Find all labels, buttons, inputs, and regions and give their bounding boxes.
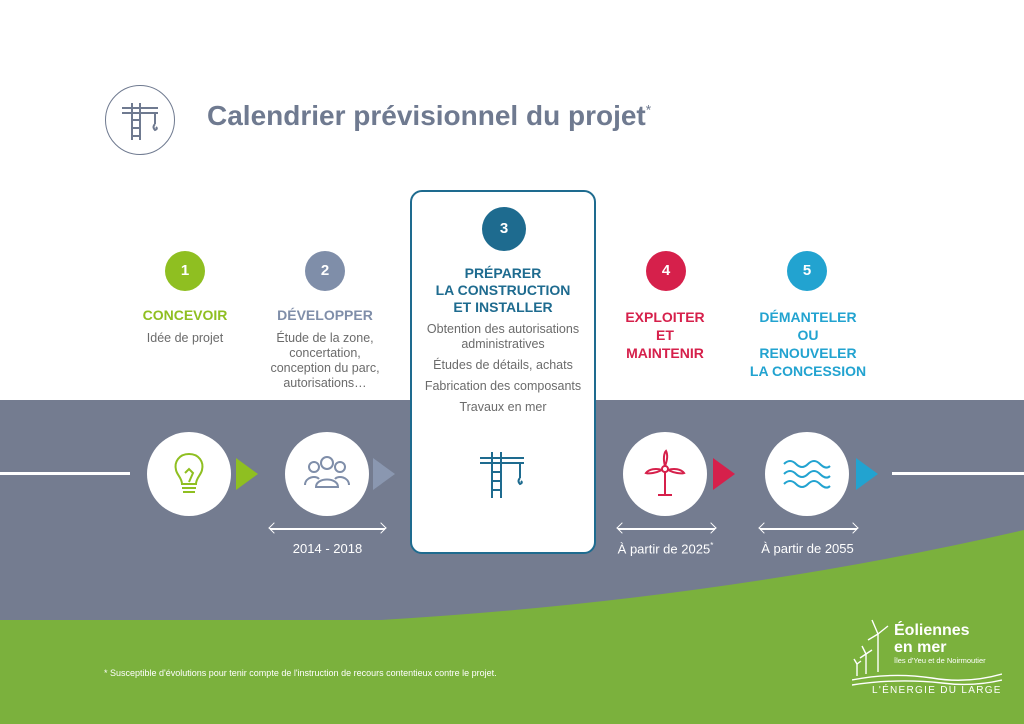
step-5-title: DÉMANTELER OU RENOUVELER LA CONCESSION — [749, 309, 867, 379]
step-2-arrow — [373, 458, 395, 490]
step-4-icon-circle — [623, 432, 707, 516]
brand-name: Éoliennes en mer — [894, 622, 970, 656]
step-2-range-arrow — [270, 528, 385, 530]
crane-icon — [120, 100, 162, 142]
step-4-period: À partir de 2025* — [617, 541, 714, 557]
page-title: Calendrier prévisionnel du projet* — [207, 100, 652, 131]
step-2-icon-circle — [285, 432, 369, 516]
step-1-arrow — [236, 458, 258, 490]
step-3-number: 3 — [482, 207, 526, 251]
step-1-icon-circle — [147, 432, 231, 516]
step-2-period: 2014 - 2018 — [292, 541, 363, 556]
crane-logo-circle — [105, 85, 175, 155]
crane-icon — [478, 450, 528, 500]
step-2-description: Étude de la zone, concertation, conception du parc, autorisations… — [270, 331, 380, 390]
step-1-number: 1 — [165, 251, 205, 291]
timeline-line-right — [892, 472, 1024, 475]
step-3-title: PRÉPARER LA CONSTRUCTION ET INSTALLER — [435, 265, 571, 315]
footnote: * Susceptible d'évolutions pour tenir compte de l'instruction de recours contentieux contre le projet. — [104, 668, 497, 678]
step-2-number: 2 — [305, 251, 345, 291]
step-4-range-arrow — [618, 528, 715, 530]
step-5-period: À partir de 2055 — [761, 541, 854, 556]
step-3-description: Obtention des autorisations administratives Études de détails, achats Fabrication des composants Travaux en mer — [424, 322, 582, 414]
step-5-icon-circle — [765, 432, 849, 516]
step-1-title: CONCEVOIR — [142, 307, 228, 323]
lightbulb-icon — [164, 449, 214, 499]
timeline-line-left — [0, 472, 130, 475]
step-5-range-arrow — [760, 528, 857, 530]
step-4-number: 4 — [646, 251, 686, 291]
brand-tagline: L'ÉNERGIE DU LARGE — [872, 685, 1002, 696]
step-1-description: Idée de projet — [146, 331, 224, 345]
brand-subtitle: îles d'Yeu et de Noirmoutier — [894, 656, 986, 665]
step-4-arrow — [713, 458, 735, 490]
waves-icon — [782, 449, 832, 499]
step-5-number: 5 — [787, 251, 827, 291]
step-5-arrow — [856, 458, 878, 490]
step-4-title: EXPLOITER ET MAINTENIR — [625, 309, 705, 361]
step-2-title: DÉVELOPPER — [277, 307, 373, 323]
wind-turbine-icon — [640, 449, 690, 499]
people-icon — [302, 449, 352, 499]
